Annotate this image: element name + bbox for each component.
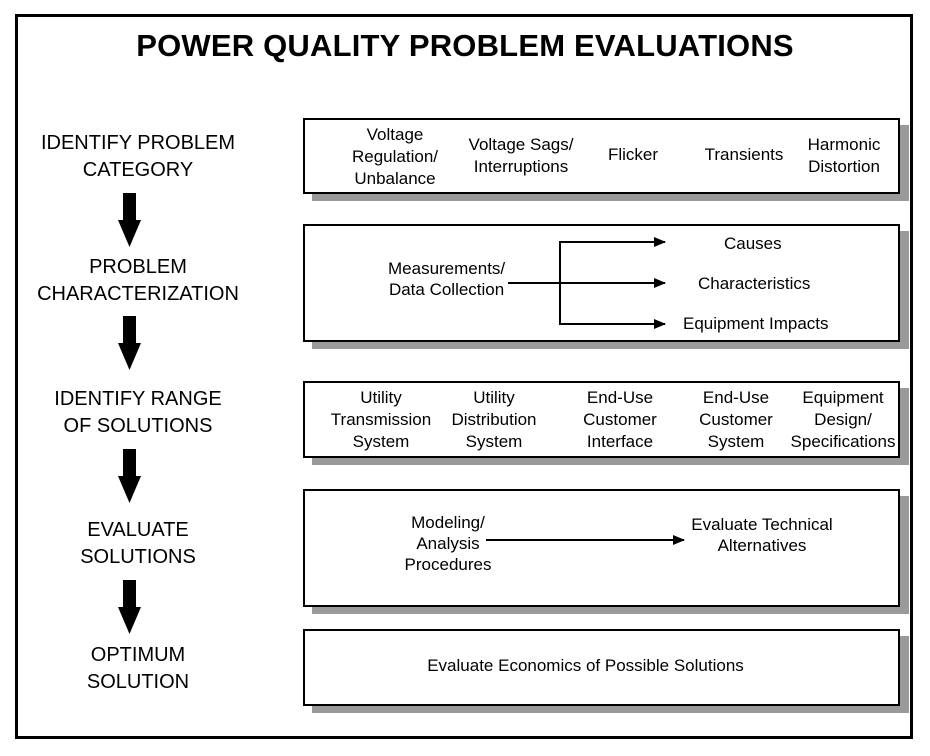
category-line: Voltage Sags/ xyxy=(468,135,574,154)
category-line: Distortion xyxy=(808,157,880,176)
measurements-line: Data Collection xyxy=(388,280,505,299)
diagram-title: POWER QUALITY PROBLEM EVALUATIONS xyxy=(136,28,794,63)
step-label-line: EVALUATE xyxy=(87,519,189,541)
solution-line: End-Use xyxy=(702,388,770,407)
technical-alternatives-line: Alternatives xyxy=(717,536,807,555)
step-label-line: CHARACTERIZATION xyxy=(37,283,239,305)
down-arrow-icon xyxy=(118,193,141,247)
step-label-line: IDENTIFY RANGE xyxy=(54,388,222,410)
solution-line: Customer xyxy=(699,410,773,429)
modeling-label xyxy=(404,512,492,575)
category-line: Transients xyxy=(704,145,784,164)
modeling-line: Modeling/ xyxy=(411,513,485,532)
step-label-line: OF SOLUTIONS xyxy=(63,415,213,437)
step-label-line: OPTIMUM xyxy=(90,644,186,666)
measurements-label xyxy=(388,258,505,300)
step-label-line: PROBLEM xyxy=(89,256,187,278)
down-arrow-icon xyxy=(118,449,141,503)
category-line: Harmonic xyxy=(807,135,881,154)
solution-line: System xyxy=(465,432,523,451)
solution-line: Utility xyxy=(473,388,515,407)
category-line: Flicker xyxy=(607,145,659,164)
output-causes: Causes xyxy=(724,234,782,253)
solution-line: System xyxy=(707,432,765,451)
measurements-line: Measurements/ xyxy=(388,259,506,278)
category-line: Unbalance xyxy=(354,169,436,188)
solution-line: System xyxy=(352,432,410,451)
category-line: Regulation/ xyxy=(351,147,439,166)
solution-line: Interface xyxy=(586,432,654,451)
modeling-line: Procedures xyxy=(404,555,492,574)
modeling-line: Analysis xyxy=(416,534,480,553)
output-characteristics: Characteristics xyxy=(698,274,811,293)
down-arrow-icon xyxy=(118,580,141,634)
output-equipment-impacts: Equipment Impacts xyxy=(683,314,829,333)
step-label-line: SOLUTION xyxy=(86,671,190,693)
technical-alternatives-line: Evaluate Technical xyxy=(691,515,833,534)
down-arrow-icon xyxy=(118,316,141,370)
solution-line: Specifications xyxy=(790,432,896,451)
category-line: Interruptions xyxy=(473,157,569,176)
step-label-line: IDENTIFY PROBLEM xyxy=(40,132,236,154)
solution-line: Transmission xyxy=(330,410,432,429)
economics-label: Evaluate Economics of Possible Solutions xyxy=(427,656,744,675)
solution-line: Utility xyxy=(360,388,402,407)
step-label-line: SOLUTIONS xyxy=(80,546,196,568)
solution-line: Customer xyxy=(583,410,657,429)
technical-alternatives-label xyxy=(682,514,842,556)
solution-line: End-Use xyxy=(586,388,654,407)
solution-line: Design/ xyxy=(814,410,872,429)
solution-line: Equipment xyxy=(802,388,884,407)
category-line: Voltage xyxy=(366,125,424,144)
step-label-line: CATEGORY xyxy=(82,159,194,181)
solution-line: Distribution xyxy=(451,410,537,429)
